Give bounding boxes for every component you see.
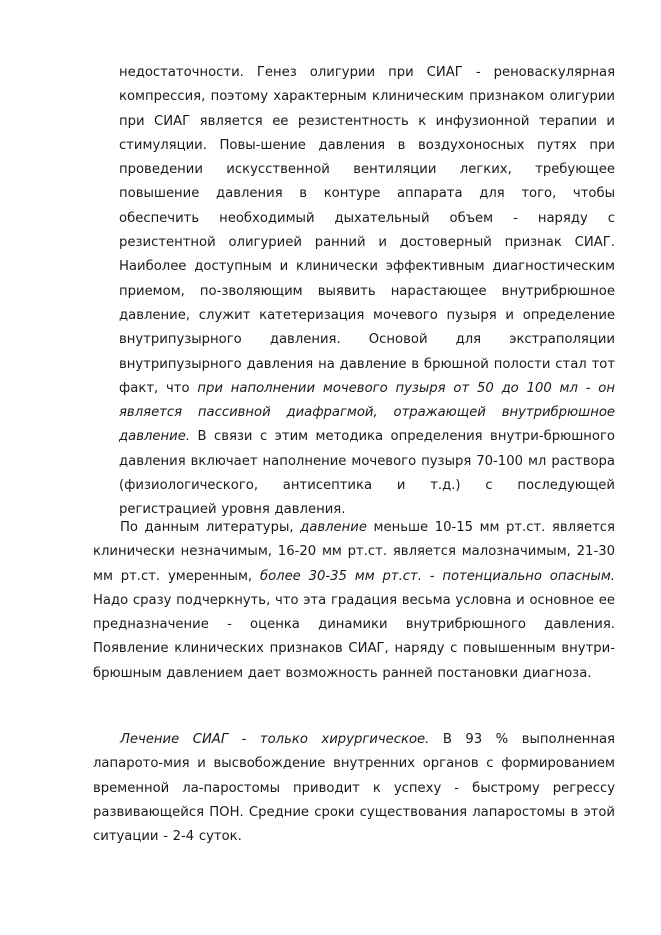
italic-emphasis: Лечение СИАГ - только хирургическое. — [120, 732, 430, 747]
paragraph-text: В связи с этим методика определения внутри-брюшного давления включает наполнение мочевого пузыря 70-100 мл раствора (физиологического, антисептика и т.д.) с последующей регистрацией уровня давления. — [119, 429, 615, 518]
paragraph-oliguria-diagnostics — [119, 61, 615, 523]
paragraph-text: меньше 10-15 мм рт.ст. является клинически незначимым, 16-20 мм рт.ст. является малозначимым, 21-30 мм рт.ст. умеренным, — [93, 520, 615, 584]
paragraph-text: Надо сразу подчеркнуть, что эта градация весьма условна и основное ее предназначение - оценка динамики внутрибрюшного давления. Появление клинических признаков СИАГ, наряду с повышенным внутри-брюшным давлением дает возможность ранней постановки диагноза. — [93, 592, 615, 681]
paragraph-text: В 93 % выполненная лапарото-мия и высвобождение внутренних органов с формированием временной ла-паростомы приводит к успеху - быстрому регрессу развивающейся ПОН. Средние сроки существования лапаростомы в этой ситуации - 2-4 суток. — [93, 732, 615, 845]
paragraph-text: недостаточности. Генез олигурии при СИАГ - реноваскулярная компрессия, поэтому характерным клиническим признаком олигурии при СИАГ является ее резистентность к инфузионной терапии и стимуляции. Повы-шение давления в воздухоносных путях при проведении искусственной вентиляции легких, требующее повышение давления в контуре аппарата для того, чтобы обеспечить необходимый дыхательный объем - наряду с резистентной олигурией ранний и достоверный признак СИАГ. Наиболее доступным и клинически эффективным диагностическим приемом, по-зволяющим выявить нарастающее внутрибрюшное давление, служит катетеризация мочевого пузыря и определение внутрипузырного давления. Основой для экстраполяции внутрипузырного давления на давление в брюшной полости стал тот факт, что — [119, 65, 615, 396]
italic-emphasis: при наполнении мочевого пузыря от 50 до 100 мл - он является пассивной диафрагмой, отражающей внутрибрюшное давление. — [119, 380, 615, 445]
paragraph-pressure-grading — [93, 516, 615, 686]
italic-emphasis: более 30-35 мм рт.ст. - потенциально опасным. — [259, 568, 615, 584]
italic-emphasis: давление — [300, 520, 367, 535]
paragraph-treatment — [93, 728, 615, 849]
paragraph-text: По данным литературы, — [120, 520, 294, 535]
